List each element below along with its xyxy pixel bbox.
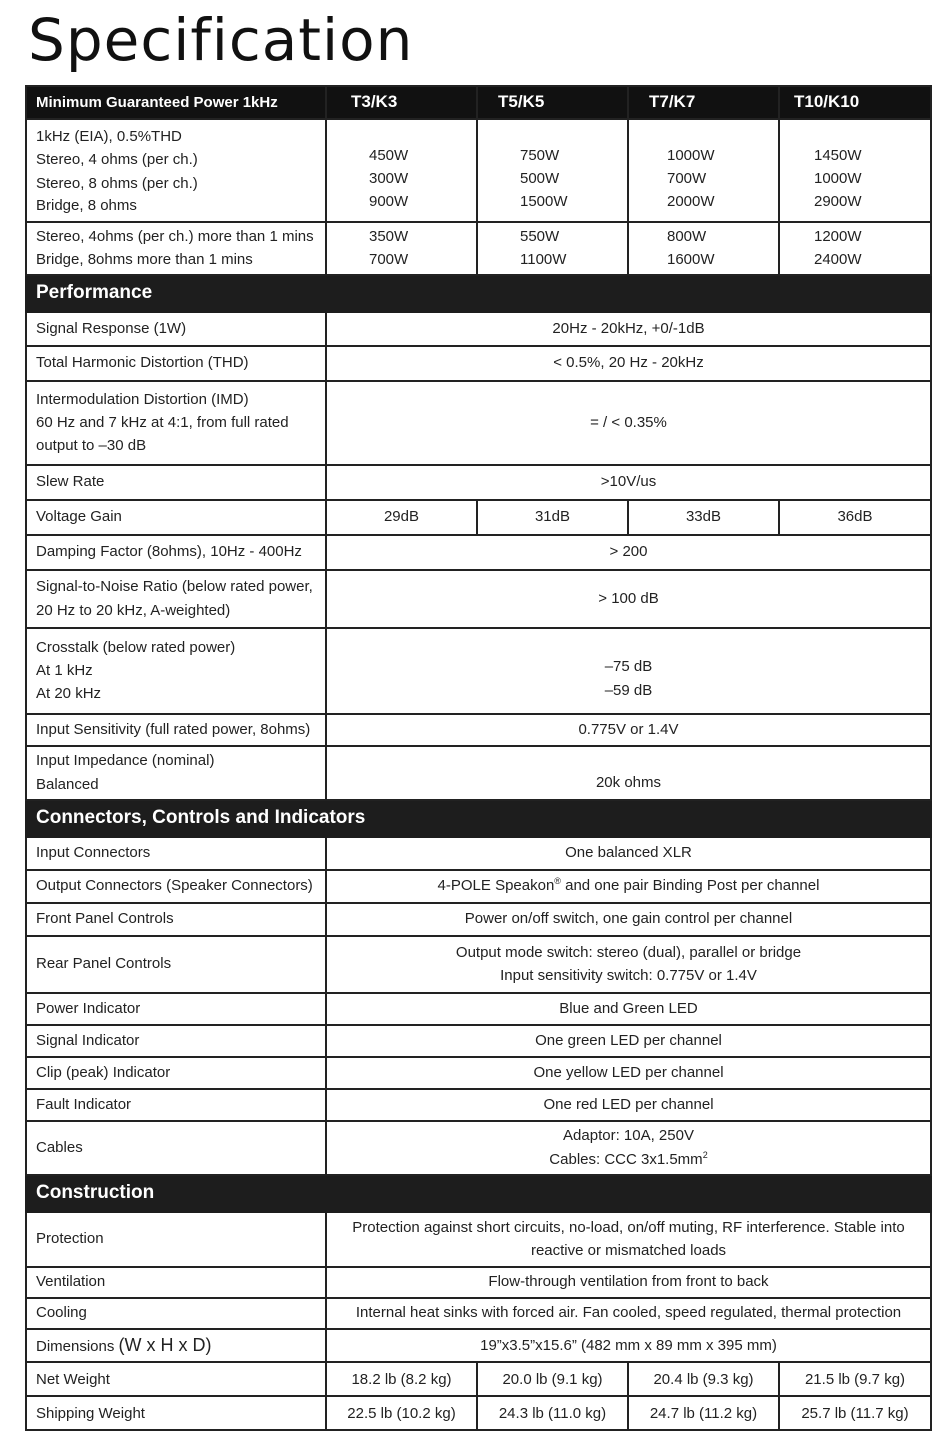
- power-cont-t10: [779, 222, 931, 275]
- power-rated-label: Stereo, 4 ohms (per ch.): [36, 151, 198, 169]
- spec-value: [326, 1121, 931, 1175]
- spec-label: Net Weight: [26, 1362, 326, 1396]
- power-value: 2900W: [814, 193, 862, 211]
- spec-label-line: At 20 kHz: [36, 685, 102, 703]
- header-label: Minimum Guaranteed Power 1kHz: [26, 86, 326, 119]
- power-rated-t7: [628, 119, 779, 222]
- table-row: [26, 1025, 931, 1057]
- spec-value: 25.7 lb (11.7 kg): [779, 1396, 931, 1430]
- power-rated-t3: [326, 119, 477, 222]
- spec-value: 31dB: [477, 500, 628, 535]
- spec-value: Power on/off switch, one gain control per channel: [326, 903, 931, 936]
- power-value: 700W: [369, 251, 409, 269]
- spec-value-line: Input sensitivity switch: 0.775V or 1.4V: [500, 967, 757, 984]
- table-row: [26, 870, 931, 903]
- spec-value: 20.4 lb (9.3 kg): [628, 1362, 779, 1396]
- spec-value: One yellow LED per channel: [326, 1057, 931, 1089]
- section-connectors: [26, 800, 931, 837]
- table-row: [26, 1329, 931, 1363]
- table-row: [26, 714, 931, 746]
- spec-value: >10V/us: [326, 465, 931, 500]
- spec-value: [326, 628, 931, 714]
- power-rated-t10: [779, 119, 931, 222]
- power-cont-label: Stereo, 4ohms (per ch.) more than 1 mins: [36, 228, 314, 245]
- spec-value-line: Protection against short circuits, no-load, on/off muting, RF interference. Stable into: [352, 1218, 905, 1236]
- power-value: 2400W: [814, 251, 862, 269]
- spec-label: [26, 570, 326, 628]
- spec-value-part: and one pair Binding Post per channel: [560, 877, 820, 895]
- power-row-rated: [26, 119, 931, 222]
- power-value: 1500W: [520, 193, 568, 211]
- header-model-t3: T3/K3: [326, 86, 477, 119]
- spec-label: Voltage Gain: [26, 500, 326, 535]
- power-value: 1450W: [814, 146, 862, 164]
- spec-value: [326, 1212, 931, 1267]
- spec-value: Flow-through ventilation from front to back: [326, 1267, 931, 1298]
- spec-label: Input Connectors: [26, 837, 326, 870]
- spec-value-line: [336, 1148, 921, 1171]
- header-model-t10: T10/K10: [779, 86, 931, 119]
- power-value: 1200W: [814, 228, 862, 245]
- power-value: 1600W: [667, 251, 715, 269]
- spec-value: One green LED per channel: [326, 1025, 931, 1057]
- spec-value: 20.0 lb (9.1 kg): [477, 1362, 628, 1396]
- superscript: 2: [702, 1149, 708, 1160]
- spec-label: Slew Rate: [26, 465, 326, 500]
- table-row: [26, 1212, 931, 1267]
- power-value: 800W: [667, 228, 707, 245]
- section-heading: Performance: [26, 275, 326, 312]
- power-value: 350W: [369, 228, 409, 245]
- spec-label: Damping Factor (8ohms), 10Hz - 400Hz: [26, 535, 326, 570]
- spec-label: Ventilation: [26, 1267, 326, 1298]
- spec-value: One balanced XLR: [326, 837, 931, 870]
- spec-label-line: Input Impedance (nominal): [36, 752, 215, 770]
- table-row: [26, 1121, 931, 1175]
- table-row: [26, 346, 931, 381]
- power-value: 300W: [369, 169, 409, 187]
- spec-value: One red LED per channel: [326, 1089, 931, 1121]
- spec-value-line: –59 dB: [604, 681, 653, 699]
- table-row: [26, 903, 931, 936]
- spec-label: [26, 746, 326, 800]
- spec-value: 24.7 lb (11.2 kg): [628, 1396, 779, 1430]
- table-row: [26, 465, 931, 500]
- spec-value: [326, 870, 931, 903]
- spec-value: > 100 dB: [326, 570, 931, 628]
- power-rated-label: Stereo, 8 ohms (per ch.): [36, 174, 198, 192]
- spec-label-line: Crosstalk (below rated power): [36, 638, 236, 656]
- spec-value: > 200: [326, 535, 931, 570]
- table-header-row: [26, 86, 931, 119]
- spec-value-line: reactive or mismatched loads: [530, 1242, 727, 1259]
- spec-label: Total Harmonic Distortion (THD): [26, 346, 326, 381]
- power-value: 500W: [520, 169, 560, 187]
- power-rated-label: Bridge, 8 ohms: [36, 196, 137, 214]
- page-title: Specification: [28, 6, 414, 74]
- power-rated-labels: [26, 119, 326, 222]
- spec-value: = / < 0.35%: [326, 381, 931, 465]
- spec-value: 18.2 lb (8.2 kg): [326, 1362, 477, 1396]
- spec-value: 29dB: [326, 500, 477, 535]
- table-row: [26, 837, 931, 870]
- power-cont-t5: [477, 222, 628, 275]
- spec-label: Protection: [26, 1212, 326, 1267]
- spec-value: < 0.5%, 20 Hz - 20kHz: [326, 346, 931, 381]
- spec-label-line: output to –30 dB: [36, 437, 147, 455]
- spec-value: 36dB: [779, 500, 931, 535]
- section-performance: [26, 275, 931, 312]
- table-row: [26, 1298, 931, 1329]
- table-row: [26, 1267, 931, 1298]
- table-row: [26, 535, 931, 570]
- power-value: 1000W: [667, 146, 715, 164]
- spec-label: Signal Response (1W): [26, 312, 326, 346]
- table-row: [26, 1396, 931, 1430]
- table-row: [26, 1362, 931, 1396]
- spec-label: Fault Indicator: [26, 1089, 326, 1121]
- spec-label: Clip (peak) Indicator: [26, 1057, 326, 1089]
- spec-value: 33dB: [628, 500, 779, 535]
- table-row: [26, 993, 931, 1025]
- spec-label: Power Indicator: [26, 993, 326, 1025]
- table-row: [26, 1089, 931, 1121]
- spec-value-line: –75 dB: [604, 658, 653, 676]
- section-spacer: [477, 275, 628, 312]
- table-row: [26, 628, 931, 714]
- power-row-continuous: [26, 222, 931, 275]
- header-model-t7: T7/K7: [628, 86, 779, 119]
- spec-label-line: 20 Hz to 20 kHz, A-weighted): [36, 601, 231, 619]
- power-cont-label: Bridge, 8ohms more than 1 mins: [36, 251, 253, 269]
- power-value: 2000W: [667, 193, 715, 211]
- spec-table: [25, 85, 932, 1431]
- spec-label: [26, 628, 326, 714]
- table-row: [26, 936, 931, 993]
- spec-value: 20Hz - 20kHz, +0/-1dB: [326, 312, 931, 346]
- spec-label-line: Intermodulation Distortion (IMD): [36, 390, 249, 408]
- section-heading: Connectors, Controls and Indicators: [26, 800, 931, 837]
- section-spacer: [628, 275, 931, 312]
- spec-label: Rear Panel Controls: [26, 936, 326, 993]
- section-construction: [26, 1175, 931, 1212]
- power-value: 450W: [369, 146, 409, 164]
- spec-value: 19”x3.5”x15.6” (482 mm x 89 mm x 395 mm): [326, 1329, 931, 1363]
- spec-label-line: 60 Hz and 7 kHz at 4:1, from full rated: [36, 413, 289, 431]
- section-heading: Construction: [26, 1175, 931, 1212]
- spec-label: Signal Indicator: [26, 1025, 326, 1057]
- table-row: [26, 1057, 931, 1089]
- spec-label: Shipping Weight: [26, 1396, 326, 1430]
- power-value: 900W: [369, 193, 409, 211]
- spec-label: Cables: [26, 1121, 326, 1175]
- power-value: 1000W: [814, 169, 862, 187]
- power-value: 700W: [667, 169, 707, 187]
- power-rated-label: 1kHz (EIA), 0.5%THD: [36, 128, 182, 146]
- table-row: [26, 312, 931, 346]
- power-rated-t5: [477, 119, 628, 222]
- power-cont-t7: [628, 222, 779, 275]
- spec-value-line: Output mode switch: stereo (dual), parallel or bridge: [455, 943, 802, 961]
- section-spacer: [326, 275, 477, 312]
- spec-label-line: Signal-to-Noise Ratio (below rated power,: [36, 578, 313, 596]
- header-model-t5: T5/K5: [477, 86, 628, 119]
- table-row: [26, 746, 931, 800]
- spec-label-part: Dimensions: [36, 1337, 115, 1355]
- spec-label-line: At 1 kHz: [36, 661, 93, 679]
- spec-value-part: 4-POLE Speakon: [437, 877, 555, 895]
- spec-label: [26, 1329, 326, 1363]
- spec-value: 0.775V or 1.4V: [326, 714, 931, 746]
- spec-value-line: Adaptor: 10A, 250V: [563, 1127, 694, 1145]
- spec-value: Blue and Green LED: [326, 993, 931, 1025]
- spec-value: 22.5 lb (10.2 kg): [326, 1396, 477, 1430]
- power-value: 750W: [520, 146, 560, 164]
- spec-label: Input Sensitivity (full rated power, 8ohms): [26, 714, 326, 746]
- power-value: 550W: [520, 228, 560, 245]
- table-row: [26, 381, 931, 465]
- spec-value: Internal heat sinks with forced air. Fan cooled, speed regulated, thermal protection: [326, 1298, 931, 1329]
- spec-label-part: (W x H x D): [118, 1334, 212, 1355]
- spec-label: Cooling: [26, 1298, 326, 1329]
- table-row: [26, 500, 931, 535]
- spec-value-part: Cables: CCC 3x1.5mm: [549, 1150, 703, 1168]
- spec-label: [26, 381, 326, 465]
- spec-value: 24.3 lb (11.0 kg): [477, 1396, 628, 1430]
- spec-label-line: Balanced: [36, 775, 99, 793]
- power-cont-t3: [326, 222, 477, 275]
- power-value: 1100W: [520, 251, 567, 269]
- spec-value: 21.5 lb (9.7 kg): [779, 1362, 931, 1396]
- table-row: [26, 570, 931, 628]
- spec-value: [326, 936, 931, 993]
- power-cont-labels: [26, 222, 326, 275]
- registered-mark: ®: [554, 876, 561, 887]
- spec-label: Front Panel Controls: [26, 903, 326, 936]
- spec-label: Output Connectors (Speaker Connectors): [26, 870, 326, 903]
- spec-value: 20k ohms: [326, 746, 931, 800]
